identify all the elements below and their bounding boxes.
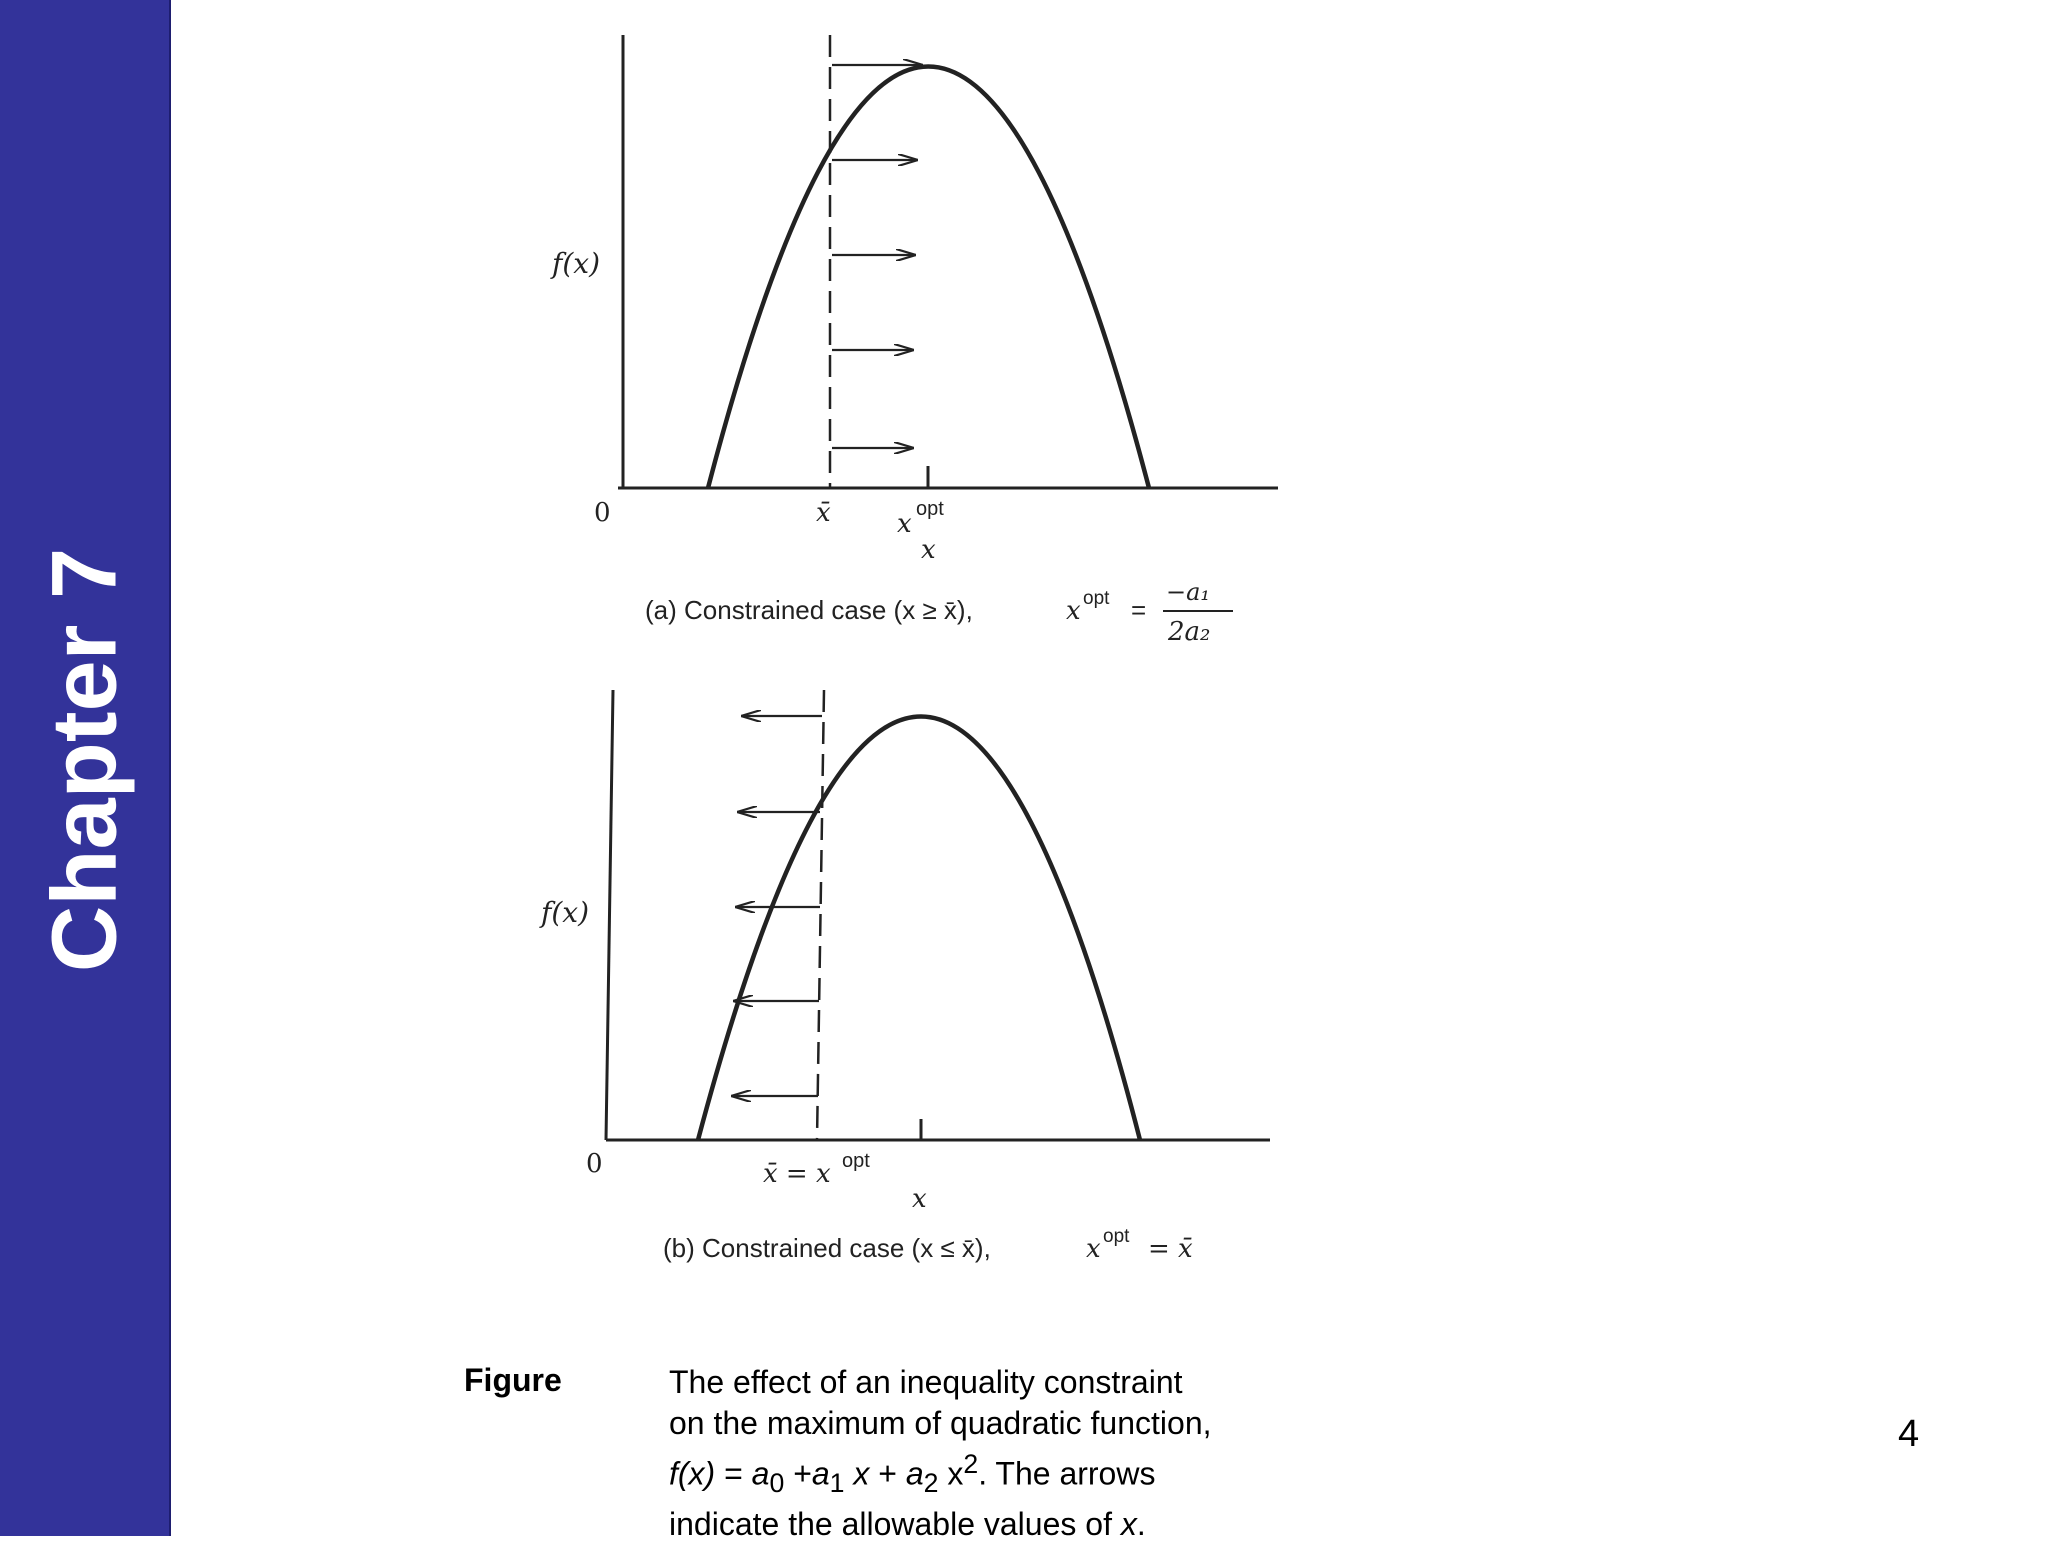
panel-b-caption-suffix: = x̄ bbox=[1148, 1234, 1193, 1264]
panel-b-x-axis-label: x bbox=[912, 1184, 927, 1214]
caption-line-3-tail: . The arrows bbox=[978, 1455, 1156, 1492]
panel-b-caption-prefix: (b) Constrained case (x ≤ x̄), bbox=[663, 1233, 991, 1263]
chapter-sidebar bbox=[0, 0, 171, 1536]
caption-plus-2: + bbox=[869, 1455, 906, 1492]
caption-a2-sub: 2 bbox=[923, 1468, 939, 1499]
panel-b-y-axis-label: f(x) bbox=[541, 896, 590, 929]
chapter-title: Chapter 7 bbox=[33, 547, 136, 973]
panel-a-xopt-label: x bbox=[897, 509, 912, 539]
caption-line-4-end: . bbox=[1136, 1506, 1146, 1543]
caption-line-4 bbox=[669, 1504, 1289, 1545]
panel-a-x-axis-label: x bbox=[921, 535, 936, 565]
caption-fx: f(x) bbox=[669, 1455, 716, 1492]
panel-a-caption-equals: = bbox=[1131, 595, 1147, 625]
panel-b-caption-sup: opt bbox=[1103, 1226, 1130, 1247]
panel-b-y-axis bbox=[606, 690, 613, 1140]
panel-a-xopt-superscript: opt bbox=[916, 498, 944, 520]
panel-b bbox=[539, 690, 1270, 1264]
caption-x2: x bbox=[938, 1455, 964, 1492]
caption-line-2: on the maximum of quadratic function, bbox=[669, 1405, 1212, 1441]
panel-a-origin-label: 0 bbox=[594, 498, 611, 528]
caption-a0-sub: 0 bbox=[769, 1468, 785, 1499]
caption-a2: a bbox=[905, 1455, 924, 1492]
page-number: 4 bbox=[1898, 1413, 1920, 1455]
panel-b-origin-label: 0 bbox=[586, 1149, 603, 1179]
panel-a-caption-xopt: x bbox=[1066, 596, 1081, 626]
caption-eq: = bbox=[715, 1455, 752, 1492]
panel-a-caption-denominator: 2a₂ bbox=[1168, 617, 1211, 647]
panel-a-y-axis-label: f(x) bbox=[552, 247, 601, 280]
caption-line-4-text: indicate the allowable values of bbox=[669, 1506, 1121, 1543]
figure-caption bbox=[669, 1362, 1289, 1545]
caption-line-4-x: x bbox=[1120, 1506, 1137, 1543]
panel-b-constraint-line bbox=[817, 690, 824, 1140]
panel-a-caption-numerator: −a₁ bbox=[1166, 578, 1211, 606]
caption-a1-sub: 1 bbox=[829, 1468, 845, 1499]
figure-label: Figure bbox=[464, 1362, 562, 1398]
panel-a bbox=[550, 35, 1278, 647]
panel-b-xbar-superscript: opt bbox=[842, 1150, 870, 1172]
panel-b-caption-xopt: x bbox=[1086, 1234, 1101, 1264]
panel-b-xbar-label: x̄ = x bbox=[763, 1159, 831, 1189]
caption-line-1: The effect of an inequality constraint bbox=[669, 1364, 1183, 1400]
caption-x2-sup: 2 bbox=[963, 1449, 979, 1479]
caption-a1: a bbox=[811, 1455, 830, 1492]
caption-a0: a bbox=[751, 1455, 770, 1492]
panel-b-parabola bbox=[698, 717, 1140, 1141]
panel-a-caption-prefix: (a) Constrained case (x ≥ x̄), bbox=[645, 595, 973, 625]
caption-plus-1: + bbox=[784, 1455, 812, 1492]
figure-diagram bbox=[171, 0, 1321, 1320]
panel-a-xbar-label: x̄ bbox=[816, 498, 831, 528]
panel-a-parabola bbox=[708, 67, 1149, 489]
caption-x1: x bbox=[844, 1455, 870, 1492]
caption-line-3 bbox=[669, 1444, 1289, 1504]
panel-a-caption-sup: opt bbox=[1083, 588, 1110, 609]
